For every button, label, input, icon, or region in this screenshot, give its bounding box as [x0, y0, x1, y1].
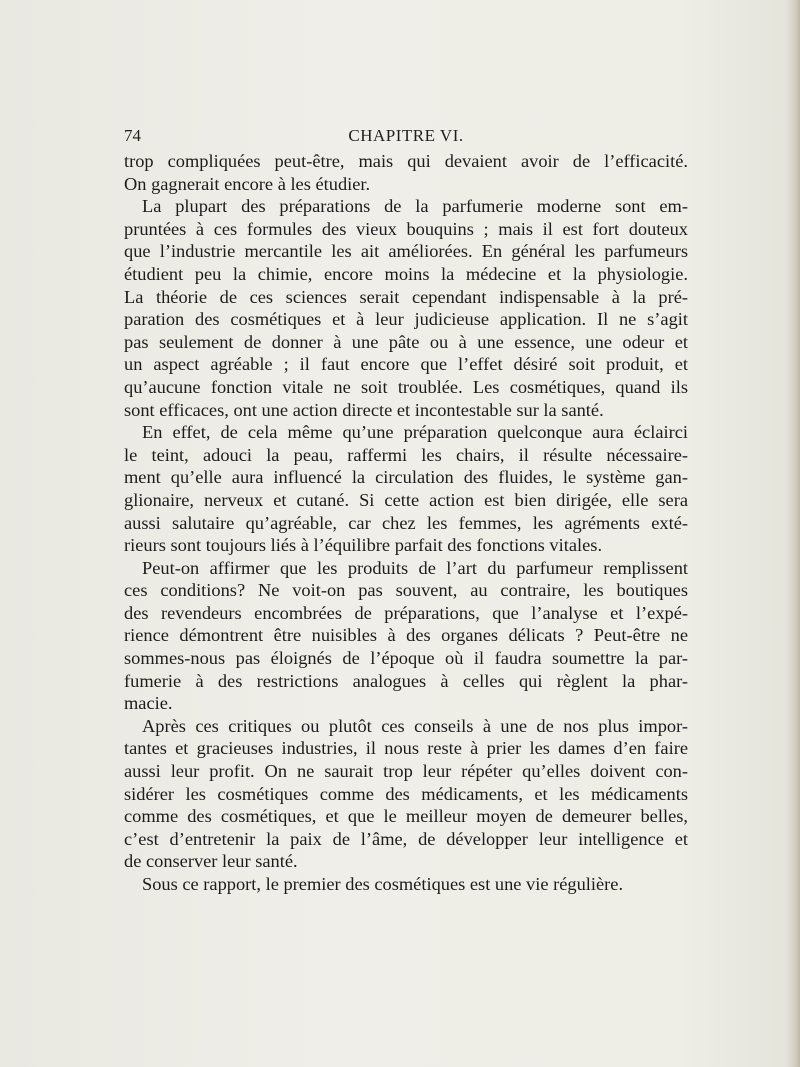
text-line: glionaire, nerveux et cutané. Si cette action est bien dirigée, elle sera — [124, 489, 688, 510]
text-line: En effet, de cela même qu’une préparation quelconque aura éclairci — [142, 422, 688, 443]
text-line: trop compliquées peut-être, mais qui devaient avoir de l’efficacité. — [124, 151, 688, 171]
text-line: rieurs sont toujours liés à l’équilibre parfait des fonctions vitales. — [124, 535, 603, 556]
text-line: comme des cosmétiques, et que le meilleur moyen de demeurer belles, — [124, 806, 688, 827]
text-line: ces conditions? Ne voit-on pas souvent, au contraire, les boutiques — [124, 580, 688, 601]
text-line: sidérer les cosmétiques comme des médicaments, et les médicaments — [124, 783, 688, 804]
text-line: sont efficaces, ont une action directe et incontestable sur la santé. — [124, 399, 604, 420]
text-line: un aspect agréable ; il faut encore que l’effet désiré soit produit, et — [124, 354, 688, 375]
text-line: des revendeurs encombrées de préparations, que l’analyse et l’expé- — [124, 602, 688, 623]
text-line: paration des cosmétiques et à leur judicieuse application. Il ne s’agit — [124, 309, 688, 330]
page-edge-shadow — [786, 0, 800, 1067]
text-line: de conserver leur santé. — [124, 851, 298, 872]
text-line: ment qu’elle aura influencé la circulation des fluides, le système gan- — [124, 467, 688, 488]
text-line: aussi salutaire qu’agréable, car chez les femmes, les agréments exté- — [124, 512, 688, 533]
text-line: tantes et gracieuses industries, il nous reste à prier les dames d’en faire — [124, 738, 688, 759]
text-line: c’est d’entretenir la paix de l’âme, de développer leur intelligence et — [124, 828, 688, 849]
text-line: Peut-on affirmer que les produits de l’art du parfumeur remplissent — [142, 557, 688, 578]
text-line: La théorie de ces sciences serait cependant indispensable à la pré- — [124, 286, 688, 307]
text-line: sommes-nous pas éloignés de l’époque où il faudra soumettre la par- — [124, 648, 688, 669]
text-line: Après ces critiques ou plutôt ces conseils à une de nos plus impor- — [142, 715, 688, 736]
text-line: aussi leur profit. On ne saurait trop leur répéter qu’elles doivent con- — [124, 761, 688, 782]
text-line: étudient peu la chimie, encore moins la médecine et la physiologie. — [124, 263, 688, 284]
text-line: On gagnerait encore à les étudier. — [124, 173, 371, 194]
text-line: pas seulement de donner à une pâte ou à une essence, une odeur et — [124, 331, 688, 352]
text-line: qu’aucune fonction vitale ne soit troublée. Les cosmétiques, quand ils — [124, 376, 688, 397]
text-line: fumerie à des restrictions analogues à celles qui règlent la phar- — [124, 670, 688, 691]
body-text — [124, 150, 688, 896]
text-line: que l’industrie mercantile les ait améliorées. En général les parfumeurs — [124, 241, 688, 262]
text-line: Sous ce rapport, le premier des cosmétiques est une vie régulière. — [142, 874, 624, 894]
text-line: macie. — [124, 693, 173, 714]
text-line: rience démontrent être nuisibles à des organes délicats ? Peut-être ne — [124, 625, 688, 646]
text-line: pruntées à ces formules des vieux bouquins ; mais il est fort douteux — [124, 218, 688, 239]
text-line: le teint, adouci la peau, raffermi les chairs, il résulte nécessaire- — [124, 444, 688, 465]
page-number: 74 — [124, 126, 141, 145]
chapter-title: CHAPITRE VI. — [348, 126, 464, 145]
running-head — [124, 126, 688, 148]
text-line: La plupart des préparations de la parfumerie moderne sont em- — [142, 196, 688, 217]
